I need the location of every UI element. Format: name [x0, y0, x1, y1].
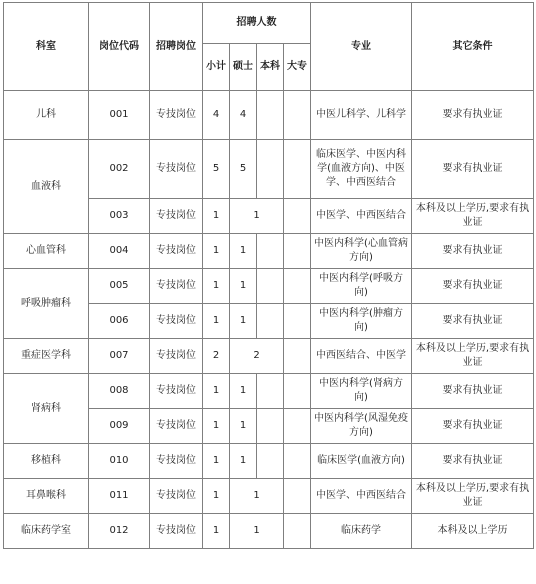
- college-cell: [284, 479, 311, 514]
- header-subtotal: 小计: [203, 44, 230, 91]
- subtotal-cell: 1: [203, 234, 230, 269]
- college-cell: [284, 91, 311, 140]
- header-master: 硕士: [230, 44, 257, 91]
- major-cell: 临床药学: [311, 514, 412, 549]
- table-row: [4, 514, 534, 549]
- condition-cell: 要求有执业证: [412, 140, 534, 199]
- subtotal-cell: 1: [203, 514, 230, 549]
- bachelor-cell: [257, 374, 284, 409]
- post-code-cell: 004: [89, 234, 150, 269]
- post-code-cell: 012: [89, 514, 150, 549]
- bachelor-cell: [257, 91, 284, 140]
- bachelor-cell: [257, 269, 284, 304]
- post-code-cell: 007: [89, 339, 150, 374]
- major-cell: 中医内科学(呼吸方向): [311, 269, 412, 304]
- subtotal-cell: 1: [203, 304, 230, 339]
- post-cell: 专技岗位: [150, 479, 203, 514]
- table-row: [4, 444, 534, 479]
- subtotal-cell: 1: [203, 374, 230, 409]
- college-cell: [284, 374, 311, 409]
- degree-count-merged-cell: 2: [230, 339, 284, 374]
- college-cell: [284, 339, 311, 374]
- subtotal-cell: 1: [203, 444, 230, 479]
- header-college: 大专: [284, 44, 311, 91]
- master-cell: 4: [230, 91, 257, 140]
- post-code-cell: 005: [89, 269, 150, 304]
- header-bachelor: 本科: [257, 44, 284, 91]
- college-cell: [284, 269, 311, 304]
- subtotal-cell: 4: [203, 91, 230, 140]
- major-cell: 中医内科学(风湿免疫方向): [311, 409, 412, 444]
- post-code-cell: 010: [89, 444, 150, 479]
- major-cell: 临床医学、中医内科学(血液方向)、中医学、中西医结合: [311, 140, 412, 199]
- degree-count-merged-cell: 1: [230, 199, 284, 234]
- subtotal-cell: 1: [203, 479, 230, 514]
- department-cell: 肾病科: [4, 374, 89, 444]
- post-cell: 专技岗位: [150, 199, 203, 234]
- post-cell: 专技岗位: [150, 374, 203, 409]
- department-cell: 呼吸肿瘤科: [4, 269, 89, 339]
- table-row: [4, 269, 534, 304]
- post-code-cell: 008: [89, 374, 150, 409]
- table-row: [4, 374, 534, 409]
- condition-cell: 要求有执业证: [412, 269, 534, 304]
- bachelor-cell: [257, 409, 284, 444]
- college-cell: [284, 409, 311, 444]
- condition-cell: 本科及以上学历,要求有执业证: [412, 479, 534, 514]
- department-cell: 临床药学室: [4, 514, 89, 549]
- subtotal-cell: 1: [203, 409, 230, 444]
- degree-count-merged-cell: 1: [230, 479, 284, 514]
- bachelor-cell: [257, 304, 284, 339]
- major-cell: 中医儿科学、儿科学: [311, 91, 412, 140]
- major-cell: 中西医结合、中医学: [311, 339, 412, 374]
- post-code-cell: 001: [89, 91, 150, 140]
- condition-cell: 本科及以上学历,要求有执业证: [412, 339, 534, 374]
- header-post: 招聘岗位: [150, 3, 203, 91]
- department-cell: 儿科: [4, 91, 89, 140]
- header-row: [4, 3, 534, 44]
- table-row: [4, 234, 534, 269]
- condition-cell: 本科及以上学历: [412, 514, 534, 549]
- college-cell: [284, 444, 311, 479]
- department-cell: 移植科: [4, 444, 89, 479]
- condition-cell: 要求有执业证: [412, 234, 534, 269]
- post-cell: 专技岗位: [150, 140, 203, 199]
- condition-cell: 要求有执业证: [412, 304, 534, 339]
- major-cell: 临床医学(血液方向): [311, 444, 412, 479]
- master-cell: 1: [230, 269, 257, 304]
- post-code-cell: 003: [89, 199, 150, 234]
- major-cell: 中医内科学(心血管病方向): [311, 234, 412, 269]
- post-code-cell: 011: [89, 479, 150, 514]
- table-row: [4, 140, 534, 199]
- master-cell: 1: [230, 444, 257, 479]
- post-code-cell: 009: [89, 409, 150, 444]
- header-post-code: 岗位代码: [89, 3, 150, 91]
- master-cell: 1: [230, 409, 257, 444]
- college-cell: [284, 234, 311, 269]
- post-cell: 专技岗位: [150, 339, 203, 374]
- post-cell: 专技岗位: [150, 91, 203, 140]
- header-count: 招聘人数: [203, 3, 311, 44]
- table-row: [4, 91, 534, 140]
- subtotal-cell: 5: [203, 140, 230, 199]
- college-cell: [284, 304, 311, 339]
- condition-cell: 要求有执业证: [412, 91, 534, 140]
- college-cell: [284, 140, 311, 199]
- master-cell: 1: [230, 234, 257, 269]
- subtotal-cell: 1: [203, 199, 230, 234]
- bachelor-cell: [257, 444, 284, 479]
- table-row: [4, 339, 534, 374]
- header-major: 专业: [311, 3, 412, 91]
- post-code-cell: 006: [89, 304, 150, 339]
- table-body: [4, 91, 534, 549]
- bachelor-cell: [257, 234, 284, 269]
- major-cell: 中医学、中西医结合: [311, 199, 412, 234]
- recruitment-table: [3, 2, 534, 549]
- post-cell: 专技岗位: [150, 409, 203, 444]
- header-other: 其它条件: [412, 3, 534, 91]
- department-cell: 耳鼻喉科: [4, 479, 89, 514]
- subtotal-cell: 2: [203, 339, 230, 374]
- subtotal-cell: 1: [203, 269, 230, 304]
- table-row: [4, 479, 534, 514]
- post-code-cell: 002: [89, 140, 150, 199]
- department-cell: 血液科: [4, 140, 89, 234]
- post-cell: 专技岗位: [150, 304, 203, 339]
- header-department: 科室: [4, 3, 89, 91]
- degree-count-merged-cell: 1: [230, 514, 284, 549]
- post-cell: 专技岗位: [150, 269, 203, 304]
- post-cell: 专技岗位: [150, 444, 203, 479]
- department-cell: 重症医学科: [4, 339, 89, 374]
- major-cell: 中医学、中西医结合: [311, 479, 412, 514]
- post-cell: 专技岗位: [150, 234, 203, 269]
- master-cell: 1: [230, 304, 257, 339]
- bachelor-cell: [257, 140, 284, 199]
- college-cell: [284, 199, 311, 234]
- college-cell: [284, 514, 311, 549]
- department-cell: 心血管科: [4, 234, 89, 269]
- condition-cell: 本科及以上学历,要求有执业证: [412, 199, 534, 234]
- condition-cell: 要求有执业证: [412, 374, 534, 409]
- major-cell: 中医内科学(肾病方向): [311, 374, 412, 409]
- condition-cell: 要求有执业证: [412, 444, 534, 479]
- condition-cell: 要求有执业证: [412, 409, 534, 444]
- master-cell: 5: [230, 140, 257, 199]
- major-cell: 中医内科学(肿瘤方向): [311, 304, 412, 339]
- master-cell: 1: [230, 374, 257, 409]
- post-cell: 专技岗位: [150, 514, 203, 549]
